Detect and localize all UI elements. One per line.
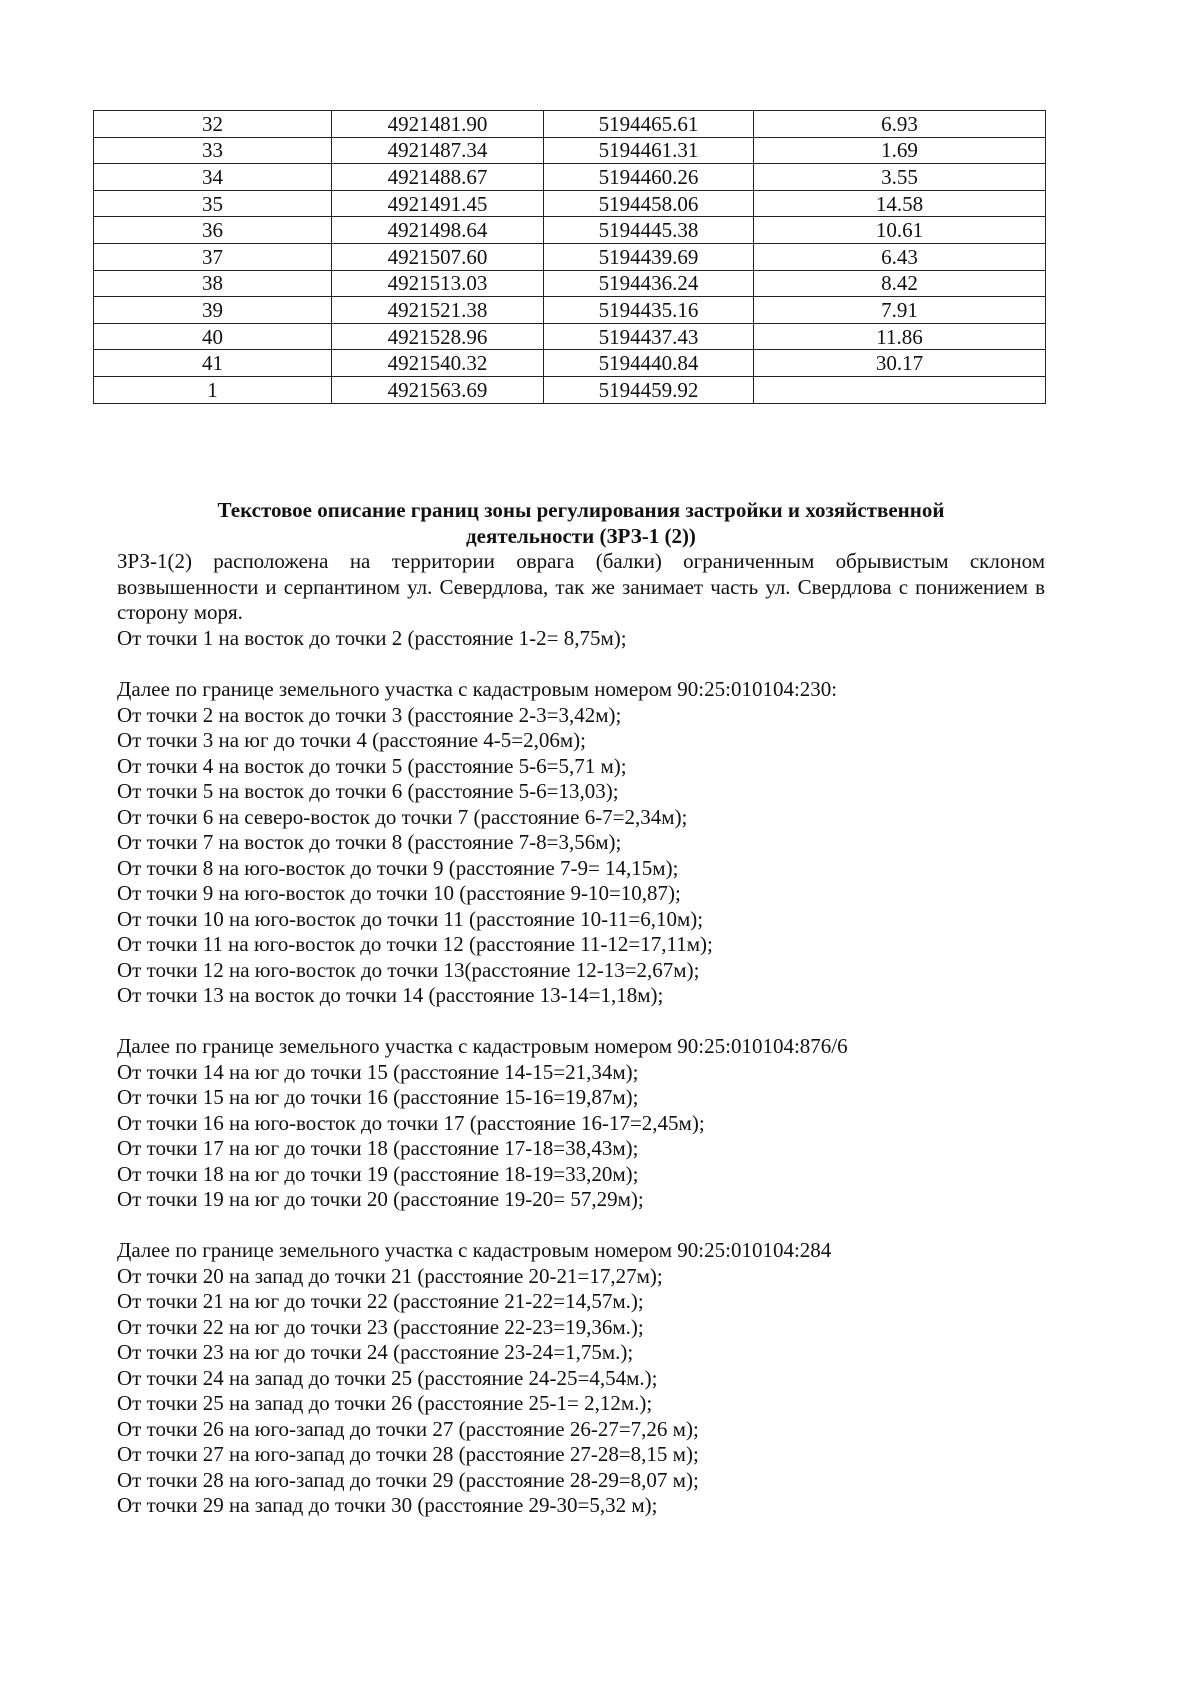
- section-heading: [117, 497, 1045, 549]
- table-row: [94, 190, 1046, 217]
- coordinates-table-body: [94, 111, 1046, 404]
- boundary-segment-line: От точки 12 на юго-восток до точки 13(расстояние 12-13=2,67м);: [117, 957, 700, 982]
- segment-length-cell: 8.42: [754, 270, 1046, 297]
- segment-length-cell: 6.93: [754, 111, 1046, 138]
- point-number-cell: 35: [94, 190, 332, 217]
- segment-length-cell: [754, 376, 1046, 403]
- x-coordinate-cell: 4921491.45: [332, 190, 544, 217]
- segment-length-cell: 30.17: [754, 350, 1046, 377]
- table-row: [94, 164, 1046, 191]
- boundary-segment-line: От точки 1 на восток до точки 2 (расстояние 1-2= 8,75м);: [117, 626, 627, 650]
- zone-description: [117, 549, 1045, 626]
- x-coordinate-cell: 4921487.34: [332, 137, 544, 164]
- boundary-segment-line: От точки 24 на запад до точки 25 (расстояние 24-25=4,54м.);: [117, 1365, 658, 1390]
- point-number-cell: 1: [94, 376, 332, 403]
- table-row: [94, 111, 1046, 138]
- boundary-segment-line: От точки 19 на юг до точки 20 (расстояние 19-20= 57,29м);: [117, 1187, 644, 1211]
- y-coordinate-cell: 5194445.38: [544, 217, 754, 244]
- paragraph-gap: [117, 652, 1045, 678]
- x-coordinate-cell: 4921507.60: [332, 243, 544, 270]
- point-number-cell: 37: [94, 243, 332, 270]
- table-row: [94, 217, 1046, 244]
- boundary-segment-line: От точки 3 на юг до точки 4 (расстояние 4-5=2,06м);: [117, 728, 586, 752]
- boundary-segment-line: От точки 13 на восток до точки 14 (расстояние 13-14=1,18м);: [117, 983, 664, 1007]
- point-number-cell: 41: [94, 350, 332, 377]
- boundary-segment-line: От точки 7 на восток до точки 8 (расстояние 7-8=3,56м);: [117, 830, 622, 854]
- point-number-cell: 38: [94, 270, 332, 297]
- x-coordinate-cell: 4921513.03: [332, 270, 544, 297]
- boundary-segment-line: От точки 22 на юг до точки 23 (расстояние 22-23=19,36м.);: [117, 1314, 644, 1339]
- coordinates-table: [93, 110, 1046, 404]
- boundary-segment-line: От точки 20 на запад до точки 21 (расстояние 20-21=17,27м);: [117, 1263, 663, 1288]
- point-number-cell: 34: [94, 164, 332, 191]
- cadastral-parcel-heading: Далее по границе земельного участка с кадастровым номером 90:25:010104:230:: [117, 677, 838, 701]
- boundary-segment-line: От точки 9 на юго-восток до точки 10 (расстояние 9-10=10,87);: [117, 881, 681, 905]
- boundary-description-list: [117, 626, 1045, 1519]
- y-coordinate-cell: 5194440.84: [544, 350, 754, 377]
- boundary-segment-line: От точки 11 на юго-восток до точки 12 (расстояние 11-12=17,11м);: [117, 932, 713, 956]
- x-coordinate-cell: 4921540.32: [332, 350, 544, 377]
- point-number-cell: 40: [94, 323, 332, 350]
- table-row: [94, 350, 1046, 377]
- segment-length-cell: 1.69: [754, 137, 1046, 164]
- table-row: [94, 137, 1046, 164]
- y-coordinate-cell: 5194461.31: [544, 137, 754, 164]
- table-row: [94, 297, 1046, 324]
- section-title-line-1: Текстовое описание границ зоны регулирования застройки и хозяйственной: [217, 498, 945, 522]
- boundary-segment-line: От точки 6 на северо-восток до точки 7 (расстояние 6-7=2,34м);: [117, 804, 688, 829]
- y-coordinate-cell: 5194439.69: [544, 243, 754, 270]
- table-row: [94, 323, 1046, 350]
- boundary-segment-line: От точки 28 на юго-запад до точки 29 (расстояние 28-29=8,07 м);: [117, 1467, 699, 1492]
- point-number-cell: 33: [94, 137, 332, 164]
- y-coordinate-cell: 5194436.24: [544, 270, 754, 297]
- boundary-segment-line: От точки 14 на юг до точки 15 (расстояние 14-15=21,34м);: [117, 1059, 639, 1084]
- boundary-segment-line: От точки 2 на восток до точки 3 (расстояние 2-3=3,42м);: [117, 702, 622, 727]
- x-coordinate-cell: 4921563.69: [332, 376, 544, 403]
- x-coordinate-cell: 4921488.67: [332, 164, 544, 191]
- x-coordinate-cell: 4921521.38: [332, 297, 544, 324]
- table-row: [94, 270, 1046, 297]
- zone-description-text: ЗРЗ-1(2) расположена на территории оврага (балки) ограниченным обрывистым склоном возвышенности и серпантином ул. Севердлова, так же занимает часть ул. Свердлова с понижением в сторону моря.: [117, 549, 1045, 624]
- cadastral-parcel-heading: Далее по границе земельного участка с кадастровым номером 90:25:010104:284: [117, 1238, 832, 1262]
- boundary-segment-line: От точки 15 на юг до точки 16 (расстояние 15-16=19,87м);: [117, 1085, 639, 1109]
- y-coordinate-cell: 5194435.16: [544, 297, 754, 324]
- table-row: [94, 243, 1046, 270]
- point-number-cell: 39: [94, 297, 332, 324]
- x-coordinate-cell: 4921481.90: [332, 111, 544, 138]
- point-number-cell: 36: [94, 217, 332, 244]
- paragraph-gap: [117, 1009, 1045, 1035]
- boundary-segment-line: От точки 17 на юг до точки 18 (расстояние 17-18=38,43м);: [117, 1136, 639, 1160]
- boundary-segment-line: От точки 27 на юго-запад до точки 28 (расстояние 27-28=8,15 м);: [117, 1442, 699, 1466]
- boundary-segment-line: От точки 23 на юг до точки 24 (расстояние 23-24=1,75м.);: [117, 1340, 634, 1364]
- segment-length-cell: 7.91: [754, 297, 1046, 324]
- segment-length-cell: 10.61: [754, 217, 1046, 244]
- x-coordinate-cell: 4921528.96: [332, 323, 544, 350]
- y-coordinate-cell: 5194460.26: [544, 164, 754, 191]
- y-coordinate-cell: 5194459.92: [544, 376, 754, 403]
- boundary-segment-line: От точки 8 на юго-восток до точки 9 (расстояние 7-9= 14,15м);: [117, 855, 679, 880]
- cadastral-parcel-heading: Далее по границе земельного участка с кадастровым номером 90:25:010104:876/6: [117, 1034, 848, 1058]
- x-coordinate-cell: 4921498.64: [332, 217, 544, 244]
- segment-length-cell: 14.58: [754, 190, 1046, 217]
- section-title-line-2: деятельности (ЗРЗ-1 (2)): [466, 524, 696, 548]
- boundary-segment-line: От точки 5 на восток до точки 6 (расстояние 5-6=13,03);: [117, 779, 619, 803]
- boundary-segment-line: От точки 21 на юг до точки 22 (расстояние 21-22=14,57м.);: [117, 1289, 644, 1313]
- y-coordinate-cell: 5194465.61: [544, 111, 754, 138]
- segment-length-cell: 3.55: [754, 164, 1046, 191]
- boundary-segment-line: От точки 25 на запад до точки 26 (расстояние 25-1= 2,12м.);: [117, 1391, 653, 1415]
- boundary-segment-line: От точки 18 на юг до точки 19 (расстояние 18-19=33,20м);: [117, 1161, 639, 1186]
- boundary-segment-line: От точки 26 на юго-запад до точки 27 (расстояние 26-27=7,26 м);: [117, 1416, 699, 1441]
- point-number-cell: 32: [94, 111, 332, 138]
- y-coordinate-cell: 5194458.06: [544, 190, 754, 217]
- table-row: [94, 376, 1046, 403]
- segment-length-cell: 6.43: [754, 243, 1046, 270]
- boundary-segment-line: От точки 4 на восток до точки 5 (расстояние 5-6=5,71 м);: [117, 753, 627, 778]
- y-coordinate-cell: 5194437.43: [544, 323, 754, 350]
- boundary-segment-line: От точки 10 на юго-восток до точки 11 (расстояние 10-11=6,10м);: [117, 906, 704, 931]
- boundary-segment-line: От точки 29 на запад до точки 30 (расстояние 29-30=5,32 м);: [117, 1493, 658, 1517]
- boundary-segment-line: От точки 16 на юго-восток до точки 17 (расстояние 16-17=2,45м);: [117, 1110, 705, 1135]
- segment-length-cell: 11.86: [754, 323, 1046, 350]
- paragraph-gap: [117, 1213, 1045, 1239]
